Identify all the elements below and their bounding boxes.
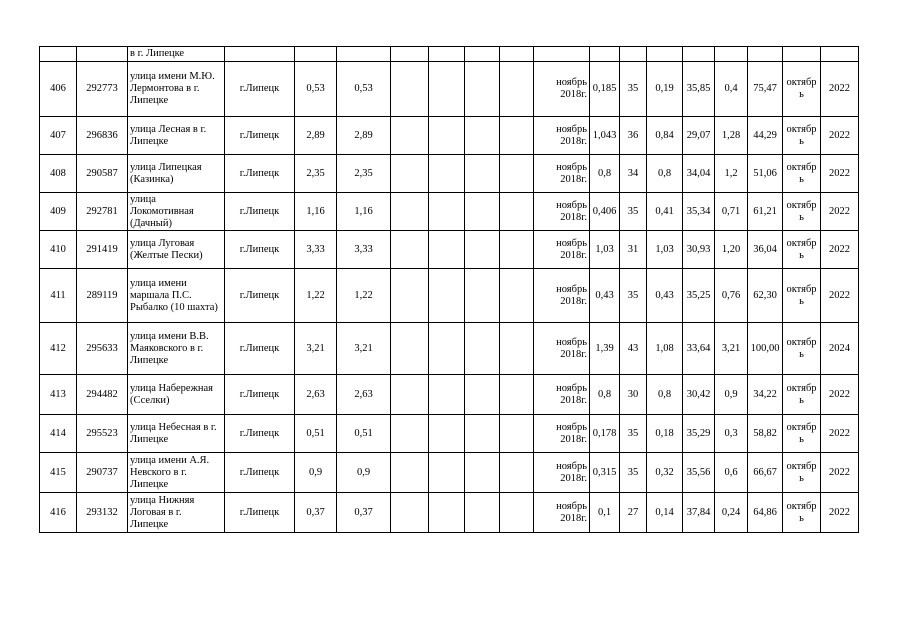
cell-empty [391,155,429,193]
cell-number: 408 [40,155,77,193]
cell-c3: 0,8 [647,155,683,193]
cell-value-2: 1,22 [337,269,391,323]
cell-month: октябрь [783,155,821,193]
cell-empty [500,117,534,155]
cell-c5: 0,6 [715,453,748,493]
cell-name: в г. Липецке [128,47,225,62]
cell-empty [715,47,748,62]
cell-c6: 58,82 [748,415,783,453]
cell-value-1: 1,22 [295,269,337,323]
cell-month: октябрь [783,323,821,375]
cell-c5: 0,24 [715,493,748,533]
cell-year: 2022 [821,155,859,193]
cell-year: 2022 [821,231,859,269]
cell-code: 290587 [77,155,128,193]
cell-city: г.Липецк [225,269,295,323]
cell-year: 2022 [821,269,859,323]
table-row [40,62,859,117]
roads-table [39,46,859,533]
cell-value-2: 3,21 [337,323,391,375]
cell-c4: 35,85 [683,62,715,117]
cell-value-2: 2,63 [337,375,391,415]
cell-c3: 1,08 [647,323,683,375]
cell-c5: 0,4 [715,62,748,117]
cell-code: 295523 [77,415,128,453]
cell-c6: 75,47 [748,62,783,117]
cell-c1: 0,315 [590,453,620,493]
cell-code: 292773 [77,62,128,117]
cell-city: г.Липецк [225,193,295,231]
cell-period: ноябрь 2018г. [534,493,590,533]
cell-c3: 0,18 [647,415,683,453]
cell-c1: 0,185 [590,62,620,117]
table-row [40,493,859,533]
cell-empty [500,415,534,453]
cell-empty [590,47,620,62]
cell-month: октябрь [783,493,821,533]
cell-c5: 1,20 [715,231,748,269]
cell-c5: 0,3 [715,415,748,453]
table-row [40,415,859,453]
cell-empty [465,453,500,493]
cell-period: ноябрь 2018г. [534,269,590,323]
table-row-fragment [40,47,859,62]
cell-empty [429,62,465,117]
cell-year: 2022 [821,493,859,533]
table-row [40,193,859,231]
cell-empty [748,47,783,62]
cell-empty [783,47,821,62]
cell-c2: 31 [620,231,647,269]
cell-empty [429,193,465,231]
cell-c2: 35 [620,269,647,323]
cell-empty [465,231,500,269]
cell-number: 413 [40,375,77,415]
cell-c1: 0,8 [590,375,620,415]
cell-value-1: 2,35 [295,155,337,193]
cell-number: 416 [40,493,77,533]
cell-c4: 30,93 [683,231,715,269]
cell-code: 293132 [77,493,128,533]
cell-number: 406 [40,62,77,117]
cell-c1: 0,406 [590,193,620,231]
cell-empty [465,155,500,193]
cell-year: 2024 [821,323,859,375]
cell-name: улица Локомотивная (Дачный) [128,193,225,231]
cell-empty [647,47,683,62]
cell-value-2: 3,33 [337,231,391,269]
cell-c6: 66,67 [748,453,783,493]
cell-c2: 27 [620,493,647,533]
cell-c2: 36 [620,117,647,155]
cell-c6: 61,21 [748,193,783,231]
cell-name: улица Лесная в г. Липецке [128,117,225,155]
cell-value-1: 2,63 [295,375,337,415]
cell-empty [465,47,500,62]
cell-code: 294482 [77,375,128,415]
cell-value-2: 1,16 [337,193,391,231]
cell-c1: 1,03 [590,231,620,269]
cell-number: 411 [40,269,77,323]
cell-empty [465,493,500,533]
table-row [40,375,859,415]
cell-empty [465,269,500,323]
cell-empty [429,231,465,269]
table-row [40,323,859,375]
cell-period: ноябрь 2018г. [534,62,590,117]
cell-name: улица имени А.Я. Невского в г. Липецке [128,453,225,493]
cell-c4: 37,84 [683,493,715,533]
cell-name: улица имени В.В. Маяковского в г. Липецке [128,323,225,375]
cell-city: г.Липецк [225,375,295,415]
cell-c4: 35,25 [683,269,715,323]
cell-empty [391,415,429,453]
cell-empty [391,375,429,415]
cell-c4: 34,04 [683,155,715,193]
table-row [40,453,859,493]
cell-empty [465,415,500,453]
table-row [40,155,859,193]
cell-period: ноябрь 2018г. [534,375,590,415]
cell-c2: 34 [620,155,647,193]
cell-number: 409 [40,193,77,231]
cell-empty [391,453,429,493]
cell-name: улица Липецкая (Казинка) [128,155,225,193]
cell-empty [391,47,429,62]
cell-code: 296836 [77,117,128,155]
cell-c3: 0,41 [647,193,683,231]
cell-period: ноябрь 2018г. [534,415,590,453]
cell-empty [465,62,500,117]
cell-empty [500,453,534,493]
cell-year: 2022 [821,193,859,231]
cell-empty [500,155,534,193]
cell-value-1: 1,16 [295,193,337,231]
cell-empty [429,269,465,323]
cell-c3: 0,19 [647,62,683,117]
cell-c6: 62,30 [748,269,783,323]
cell-empty [429,323,465,375]
cell-c2: 35 [620,193,647,231]
cell-city: г.Липецк [225,493,295,533]
cell-c3: 0,14 [647,493,683,533]
cell-empty [534,47,590,62]
cell-c1: 0,8 [590,155,620,193]
cell-month: октябрь [783,193,821,231]
cell-c6: 51,06 [748,155,783,193]
cell-empty [500,47,534,62]
cell-c4: 35,34 [683,193,715,231]
cell-value-1: 0,53 [295,62,337,117]
cell-empty [391,231,429,269]
table-body [40,47,859,533]
cell-year: 2022 [821,415,859,453]
cell-value-1: 3,33 [295,231,337,269]
cell-c5: 3,21 [715,323,748,375]
cell-name: улица имени М.Ю. Лермонтова в г. Липецке [128,62,225,117]
cell-value-1: 0,51 [295,415,337,453]
cell-city: г.Липецк [225,155,295,193]
cell-city: г.Липецк [225,415,295,453]
cell-value-2: 0,53 [337,62,391,117]
cell-empty [429,47,465,62]
cell-value-1: 0,37 [295,493,337,533]
cell-c1: 1,043 [590,117,620,155]
cell-c4: 33,64 [683,323,715,375]
cell-city: г.Липецк [225,323,295,375]
cell-c1: 0,178 [590,415,620,453]
cell-period: ноябрь 2018г. [534,155,590,193]
cell-value-2: 0,51 [337,415,391,453]
cell-period: ноябрь 2018г. [534,193,590,231]
cell-number: 414 [40,415,77,453]
cell-empty [391,193,429,231]
cell-value-2: 2,89 [337,117,391,155]
cell-period: ноябрь 2018г. [534,323,590,375]
cell-month: октябрь [783,453,821,493]
cell-empty [295,47,337,62]
cell-c2: 35 [620,453,647,493]
cell-value-2: 2,35 [337,155,391,193]
cell-empty [821,47,859,62]
cell-c3: 1,03 [647,231,683,269]
cell-c1: 0,1 [590,493,620,533]
cell-empty [391,493,429,533]
cell-code: 292781 [77,193,128,231]
cell-empty [391,117,429,155]
cell-c5: 0,76 [715,269,748,323]
cell-month: октябрь [783,117,821,155]
cell-month: октябрь [783,415,821,453]
cell-month: октябрь [783,375,821,415]
cell-empty [620,47,647,62]
cell-month: октябрь [783,231,821,269]
cell-month: октябрь [783,62,821,117]
cell-c5: 1,2 [715,155,748,193]
cell-empty [429,155,465,193]
table-row [40,269,859,323]
cell-empty [500,231,534,269]
cell-empty [465,323,500,375]
cell-c5: 1,28 [715,117,748,155]
cell-c5: 0,71 [715,193,748,231]
cell-empty [391,269,429,323]
cell-number: 407 [40,117,77,155]
cell-code: 291419 [77,231,128,269]
cell-city: г.Липецк [225,117,295,155]
cell-c6: 44,29 [748,117,783,155]
cell-city: г.Липецк [225,231,295,269]
cell-c2: 35 [620,62,647,117]
cell-name: улица Луговая (Желтые Пески) [128,231,225,269]
cell-value-2: 0,37 [337,493,391,533]
cell-code: 290737 [77,453,128,493]
cell-c3: 0,43 [647,269,683,323]
cell-period: ноябрь 2018г. [534,453,590,493]
cell-name: улица Набережная (Сселки) [128,375,225,415]
cell-number: 415 [40,453,77,493]
cell-year: 2022 [821,375,859,415]
cell-c4: 35,56 [683,453,715,493]
cell-empty [465,375,500,415]
cell-empty [429,453,465,493]
cell-c3: 0,32 [647,453,683,493]
cell-c3: 0,84 [647,117,683,155]
cell-year: 2022 [821,117,859,155]
cell-value-1: 2,89 [295,117,337,155]
cell-empty [465,117,500,155]
cell-empty [429,117,465,155]
cell-period: ноябрь 2018г. [534,231,590,269]
table-row [40,117,859,155]
cell-empty [465,193,500,231]
cell-empty [500,323,534,375]
cell-empty [500,193,534,231]
cell-c5: 0,9 [715,375,748,415]
cell-empty [40,47,77,62]
cell-code: 289119 [77,269,128,323]
cell-empty [77,47,128,62]
cell-empty [500,269,534,323]
cell-empty [391,323,429,375]
cell-empty [500,375,534,415]
cell-c2: 43 [620,323,647,375]
cell-c2: 30 [620,375,647,415]
cell-year: 2022 [821,62,859,117]
cell-number: 412 [40,323,77,375]
cell-empty [429,375,465,415]
cell-empty [225,47,295,62]
cell-empty [500,493,534,533]
cell-c6: 100,00 [748,323,783,375]
cell-name: улица Нижняя Логовая в г. Липецке [128,493,225,533]
cell-c6: 36,04 [748,231,783,269]
cell-name: улица Небесная в г. Липецке [128,415,225,453]
cell-c6: 64,86 [748,493,783,533]
cell-c6: 34,22 [748,375,783,415]
cell-c4: 35,29 [683,415,715,453]
cell-month: октябрь [783,269,821,323]
cell-name: улица имени маршала П.С. Рыбалко (10 шахта) [128,269,225,323]
cell-empty [429,415,465,453]
cell-empty [337,47,391,62]
cell-c1: 1,39 [590,323,620,375]
cell-code: 295633 [77,323,128,375]
cell-number: 410 [40,231,77,269]
cell-empty [391,62,429,117]
cell-city: г.Липецк [225,453,295,493]
cell-c1: 0,43 [590,269,620,323]
cell-year: 2022 [821,453,859,493]
cell-city: г.Липецк [225,62,295,117]
cell-value-1: 0,9 [295,453,337,493]
cell-value-1: 3,21 [295,323,337,375]
table-row [40,231,859,269]
cell-empty [500,62,534,117]
cell-c2: 35 [620,415,647,453]
cell-c4: 30,42 [683,375,715,415]
cell-c3: 0,8 [647,375,683,415]
cell-empty [429,493,465,533]
cell-value-2: 0,9 [337,453,391,493]
cell-empty [683,47,715,62]
cell-c4: 29,07 [683,117,715,155]
cell-period: ноябрь 2018г. [534,117,590,155]
